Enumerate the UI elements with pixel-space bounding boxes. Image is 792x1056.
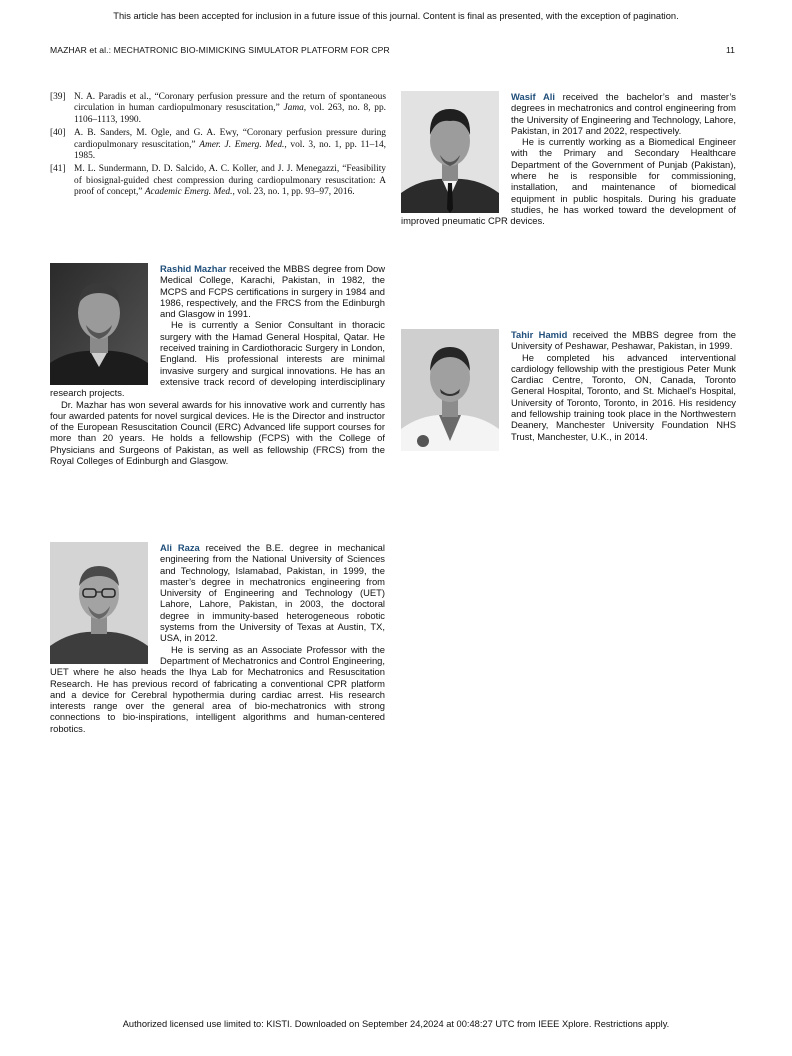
- reference-number: [39]: [50, 92, 66, 102]
- author-photo: [401, 329, 499, 451]
- bio-paragraph: Dr. Mazhar has won several awards for his innovative work and currently has four awarded patents for novel surgical devices. He is the Director and instructor of the European Resuscitation Council (ERC) Advanced life support courses for more than 20 years. He holds a fellowship (FCPS) with the College of Physicians and Surgeons of Pakistan, as well as fellowship (FRCS) from the Royal Colleges of Edinburgh and Glasgow.: [50, 398, 385, 467]
- bio-paragraph: He completed his advanced interventional cardiology fellowship with the prestigious Peter Munk Cardiac Centre, Toronto, ON, Canada, Toronto General Hospital, Toronto, and St. Michael’s Hospital, University of Toronto, Toronto, in 2016. His residency and fellowship training took place in the Northwestern Deanery, Manchester University Foundation NHS Trust, Manchester, U.K., in 2014.: [511, 351, 736, 442]
- reference-text: M. L. Sundermann, D. D. Salcido, A. C. Koller, and J. J. Menegazzi, “Feasibility of biosignal-guided chest compression during cardiopulmonary resuscitation: A proof of concept,” Academic Emerg. Med., vol. 23, no. 1, pp. 93–97, 2016.: [74, 164, 386, 198]
- reference-venue: Jama: [283, 103, 304, 114]
- reference-venue: Amer. J. Emerg. Med.: [199, 139, 285, 150]
- reference-item: [50, 164, 386, 198]
- running-head: MAZHAR et al.: MECHATRONIC BIO-MIMICKING SIMULATOR PLATFORM FOR CPR: [50, 45, 390, 55]
- page-number: 11: [726, 45, 735, 55]
- acceptance-banner: This article has been accepted for inclusion in a future issue of this journal. Content is final as presented, with the exception of pagination.: [113, 11, 679, 21]
- reference-number: [40]: [50, 128, 66, 139]
- author-bio-rashid-mazhar: [50, 263, 385, 466]
- license-footer: Authorized licensed use limited to: KISTI. Downloaded on September 24,2024 at 00:48:27 UTC from IEEE Xplore. Restrictions apply.: [122, 1019, 670, 1029]
- author-bio-wasif-ali: [401, 91, 736, 227]
- reference-item: [50, 92, 386, 126]
- author-name: Ali Raza: [160, 542, 200, 553]
- author-photo: [50, 263, 148, 385]
- reference-item: [50, 128, 386, 162]
- author-photo: [401, 91, 499, 213]
- bio-paragraph: He is serving as an Associate Professor with the Department of Mechatronics and Control Engineering, UET where he also heads the Ihya Lab for Mechatronics and Resuscitation Research. He has previous record of fabricating a conventional CPR platform and a device for Cerebral hypothermia during cardiac arrest. His research interests range over the general area of bio-mechatronics with strong connections to bio-inspirations, intelligent algorithms and human-centered robotics.: [50, 643, 385, 734]
- author-name: Rashid Mazhar: [160, 263, 227, 274]
- reference-number: [41]: [50, 164, 66, 175]
- reference-text: A. B. Sanders, M. Ogle, and G. A. Ewy, “Coronary perfusion pressure during cardiopulmonary resuscitation,” Amer. J. Emerg. Med., vol. 3, no. 1, pp. 11–14, 1985.: [74, 128, 386, 162]
- reference-text: N. A. Paradis et al., “Coronary perfusion pressure and the return of spontaneous circulation in human cardiopulmonary resuscitation,” Jama, vol. 263, no. 8, pp. 1106–1113, 1990.: [74, 92, 386, 125]
- reference-venue: Academic Emerg. Med.: [144, 187, 233, 198]
- bio-paragraph: Wasif Ali received the bachelor’s and master’s degrees in mechatronics and control engineering from the University of Engineering and Technology, Lahore, Pakistan, in 2017 and 2022, respectively.: [511, 91, 736, 136]
- bio-paragraph: He is currently working as a Biomedical Engineer with the Primary and Secondary Healthcare Department of the Government of Punjab (Pakistan), where he is responsible for commissioning, installation, and maintenance of biomedical equipment in public hospitals. During his graduate studies, he has worked toward the development of improved pneumatic CPR devices.: [401, 136, 736, 227]
- bio-paragraph: Tahir Hamid received the MBBS degree from the University of Peshawar, Peshawar, Pakistan, in 1999.: [511, 329, 737, 352]
- references-list: [50, 92, 386, 201]
- bio-paragraph: He is currently a Senior Consultant in thoracic surgery with the Hamad General Hospital, Qatar. He received training in Cardiothoracic Surgery in London, England. His professional interests are minimal invasive surgery and surgical innovations. He has an extensive track record of developing interdisciplinary research projects.: [50, 319, 385, 399]
- bio-paragraph: Rashid Mazhar received the MBBS degree from Dow Medical College, Karachi, Pakistan, in 1982, the MCPS and FCPS certifications in surgery in 1984 and 1986, respectively, and the FRCS from the Edinburgh and Glasgow in 1991.: [160, 263, 385, 320]
- author-name: Tahir Hamid: [511, 329, 568, 340]
- author-bio-ali-raza: [50, 542, 385, 734]
- author-photo: [50, 542, 148, 664]
- author-bio-tahir-hamid: [401, 329, 736, 453]
- bio-paragraph: Ali Raza received the B.E. degree in mechanical engineering from the National University of Sciences and Technology, Islamabad, Pakistan, in 1999, the master’s degree in mechatronics engineering from University of Engineering and Technology (UET) Lahore, Lahore, Pakistan, in 2003, the doctoral degree in immunity-based heterogeneous robotic systems from the University of Texas at Austin, TX, USA, in 2012.: [160, 542, 385, 644]
- author-name: Wasif Ali: [511, 91, 555, 102]
